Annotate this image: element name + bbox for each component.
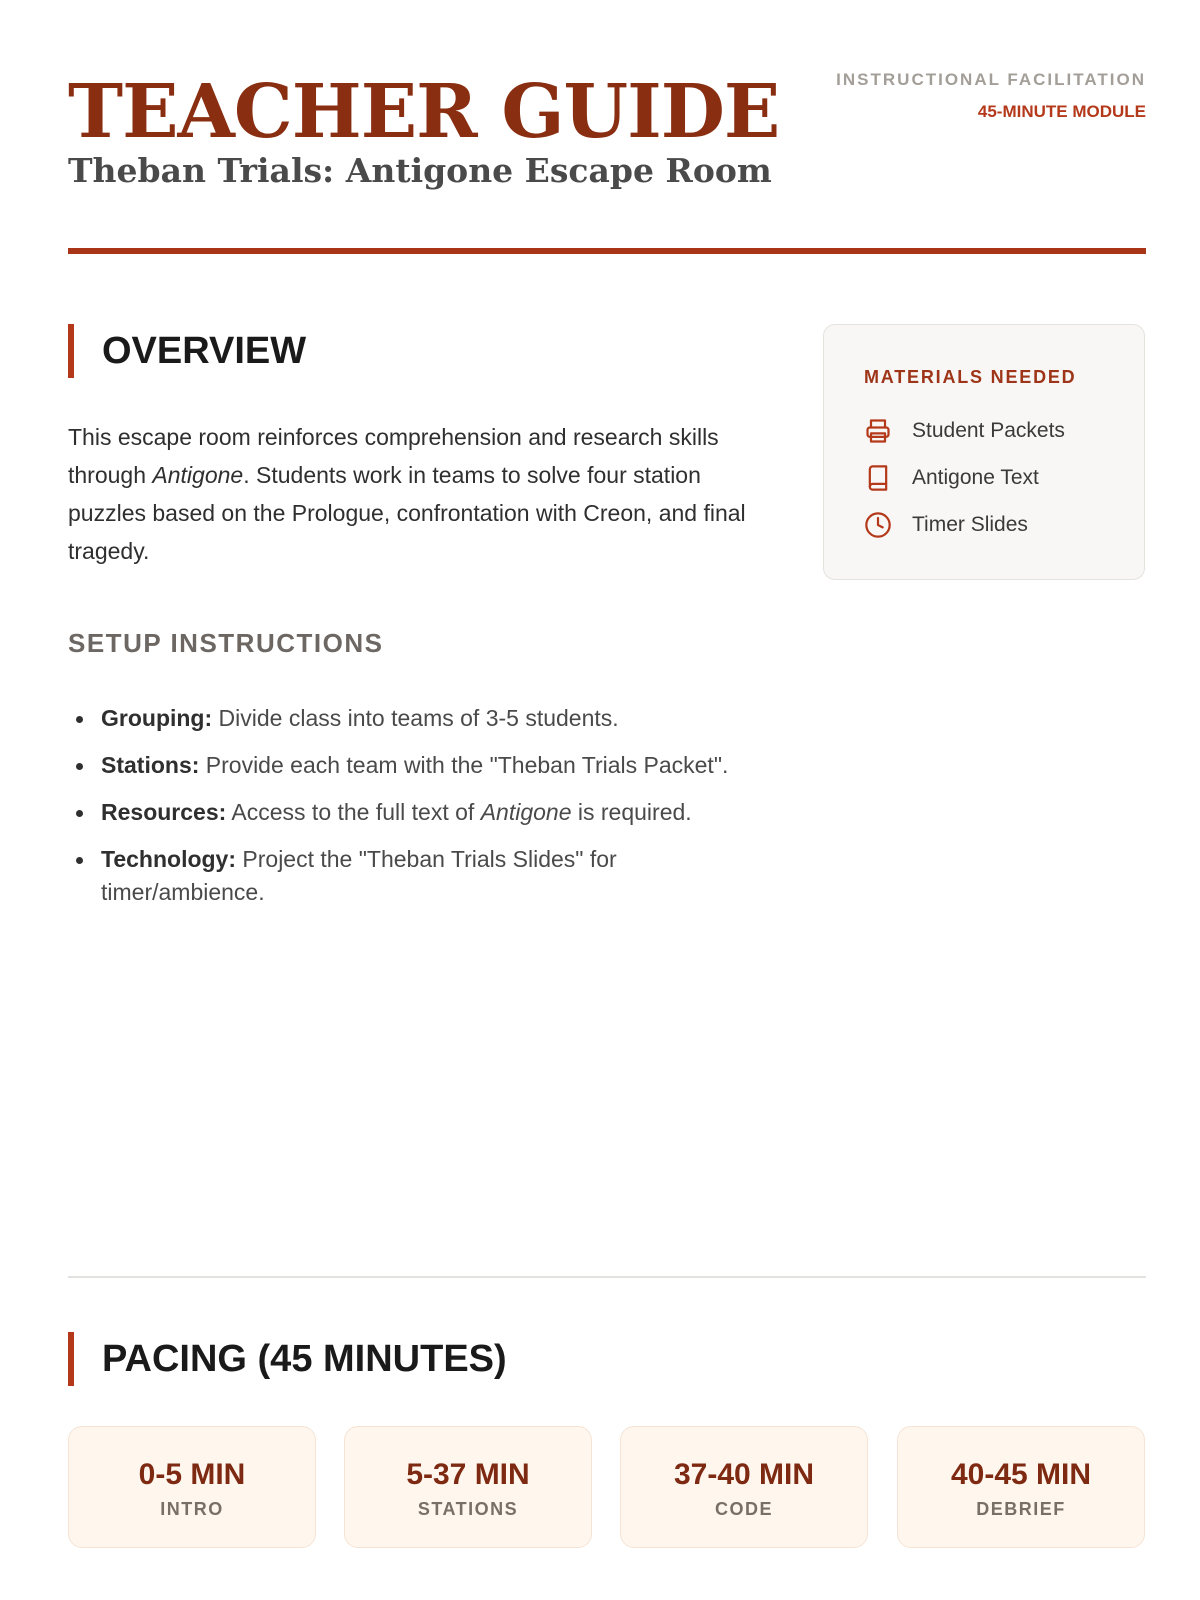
pacing-time: 5-37 MIN	[406, 1458, 530, 1491]
pacing-card-stations	[344, 1426, 592, 1548]
materials-item-label: Timer Slides	[912, 513, 1028, 536]
overview-text	[68, 418, 758, 570]
meta-label: INSTRUCTIONAL FACILITATION	[836, 70, 1146, 89]
list-item-term: Grouping:	[101, 705, 213, 731]
overview-heading: OVERVIEW	[68, 324, 306, 378]
list-item-text: Access to the full text of	[226, 799, 481, 825]
page-subtitle: Theban Trials: Antigone Escape Room	[68, 151, 772, 190]
materials-item	[864, 415, 1065, 447]
list-item-italic: Antigone	[480, 799, 572, 825]
teacher-guide-page	[68, 0, 1146, 1600]
book-icon	[864, 464, 892, 492]
pacing-label: DEBRIEF	[976, 1499, 1066, 1519]
printer-icon	[864, 417, 892, 445]
materials-item-label: Antigone Text	[912, 466, 1039, 489]
list-item	[68, 796, 768, 829]
list-item-text: Provide each team with the "Theban Trials Packet".	[199, 752, 729, 778]
pacing-time: 0-5 MIN	[138, 1458, 246, 1491]
setup-heading: SETUP INSTRUCTIONS	[68, 628, 384, 658]
list-item-term: Stations:	[101, 752, 200, 778]
list-item-term: Technology:	[101, 846, 237, 872]
pacing-time: 37-40 MIN	[673, 1458, 815, 1491]
overview-text-italic: Antigone	[152, 462, 244, 488]
overview-text-part: This escape room reinforces comprehension and research skills through	[68, 424, 719, 488]
pacing-card-intro	[68, 1426, 316, 1548]
pacing-time: 40-45 MIN	[950, 1458, 1092, 1491]
list-item	[68, 749, 768, 782]
materials-title: MATERIALS NEEDED	[864, 367, 1077, 387]
list-item	[68, 702, 768, 735]
materials-item	[864, 509, 1028, 541]
pacing-card-code	[620, 1426, 868, 1548]
materials-card	[823, 324, 1145, 580]
section-divider	[68, 1276, 1146, 1278]
pacing-card-debrief	[897, 1426, 1145, 1548]
materials-item-label: Student Packets	[912, 419, 1065, 442]
pacing-label: STATIONS	[417, 1499, 519, 1519]
materials-item	[864, 462, 1039, 494]
list-item	[68, 843, 768, 909]
pacing-heading: PACING (45 MINUTES)	[68, 1332, 507, 1386]
list-item-term: Resources:	[101, 799, 227, 825]
overview-text-part: . Students work in teams to solve four station puzzles based on the Prologue, confrontation with Creon, and final tragedy.	[68, 462, 746, 564]
header-meta	[836, 68, 1146, 124]
pacing-label: INTRO	[160, 1499, 224, 1519]
list-item-text: Project the "Theban Trials Slides" for timer/ambience.	[101, 846, 617, 905]
header-divider	[68, 248, 1146, 254]
setup-list	[68, 702, 768, 923]
meta-module: 45-MINUTE MODULE	[977, 102, 1146, 121]
pacing-label: CODE	[714, 1499, 773, 1519]
clock-icon	[864, 511, 892, 539]
list-item-text: is required.	[571, 799, 692, 825]
page-title: TEACHER GUIDE	[68, 69, 780, 155]
list-item-text: Divide class into teams of 3-5 students.	[212, 705, 619, 731]
